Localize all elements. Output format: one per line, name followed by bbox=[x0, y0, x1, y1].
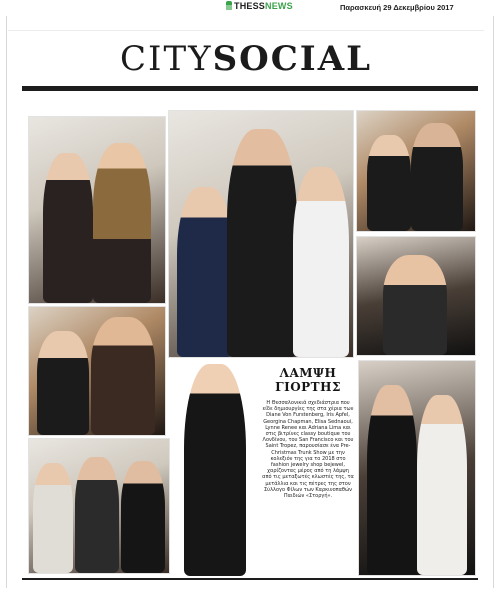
article bbox=[262, 366, 354, 499]
person-figure bbox=[93, 143, 151, 303]
person-figure bbox=[367, 135, 411, 231]
photo-7 bbox=[172, 354, 258, 576]
person-figure bbox=[293, 167, 349, 357]
bottom-rule bbox=[22, 578, 478, 580]
photo-1 bbox=[28, 116, 166, 304]
article-headline bbox=[262, 366, 354, 394]
logo-news: NEWS bbox=[265, 1, 293, 11]
section-title-part1: CITY bbox=[120, 39, 213, 79]
person-figure bbox=[383, 255, 447, 355]
headline-line-2: ΓΙΟΡΤΗΣ bbox=[275, 380, 341, 394]
person-figure bbox=[184, 364, 246, 576]
person-figure bbox=[177, 187, 233, 357]
photo-5 bbox=[28, 306, 166, 436]
person-figure bbox=[121, 461, 165, 573]
person-figure bbox=[33, 463, 73, 573]
masthead-rule bbox=[22, 86, 478, 91]
headline-line-1: ΛΑΜΨΗ bbox=[279, 366, 337, 380]
photo-4 bbox=[356, 236, 476, 356]
person-figure bbox=[417, 395, 467, 575]
article-body: Η Θεσσαλονικιά σχεδιάστρια που είδε δημιουργίες της στα χέρια των Diane Von Furstenberg, Iris Apfel, Georgina Chapman, Elisa Sednaoui, Lynne Renee και Adriana Lima και στις βιτρίνες classy boutique του Λονδίνου, του San Francisco και του Saint Tropez, παρουσίασε ένα Pre-Christmas Trunk Show με την κολεξιόν της για το 2018 στο fashion jewelry shop bejewel, χαρίζοντας μέρος από τη λάμψη από τις μεταξωτές κλωστές της, τα μετάλλια και τις πέτρες της στον Σύλλογο Φίλων των Καρκινοπαθών Παιδιών «Στοργή». bbox=[262, 400, 354, 500]
person-figure bbox=[411, 123, 463, 231]
section-title bbox=[8, 39, 484, 79]
issue-date: Παρασκευή 29 Δεκεμβρίου 2017 bbox=[340, 3, 454, 12]
photo-6 bbox=[28, 438, 170, 574]
section-masthead bbox=[8, 30, 484, 87]
site-logo[interactable] bbox=[226, 1, 293, 11]
person-figure bbox=[91, 317, 155, 435]
person-figure bbox=[37, 331, 89, 435]
person-figure bbox=[227, 129, 297, 357]
section-title-part2: SOCIAL bbox=[212, 39, 372, 79]
photo-2 bbox=[168, 110, 354, 358]
photo-3 bbox=[356, 110, 476, 232]
photo-8 bbox=[358, 360, 476, 576]
logo-thess: THESS bbox=[234, 1, 266, 11]
person-figure bbox=[75, 457, 119, 573]
person-figure bbox=[43, 153, 93, 303]
logo-icon bbox=[226, 1, 232, 10]
top-bar bbox=[0, 0, 500, 16]
person-figure bbox=[367, 385, 417, 575]
